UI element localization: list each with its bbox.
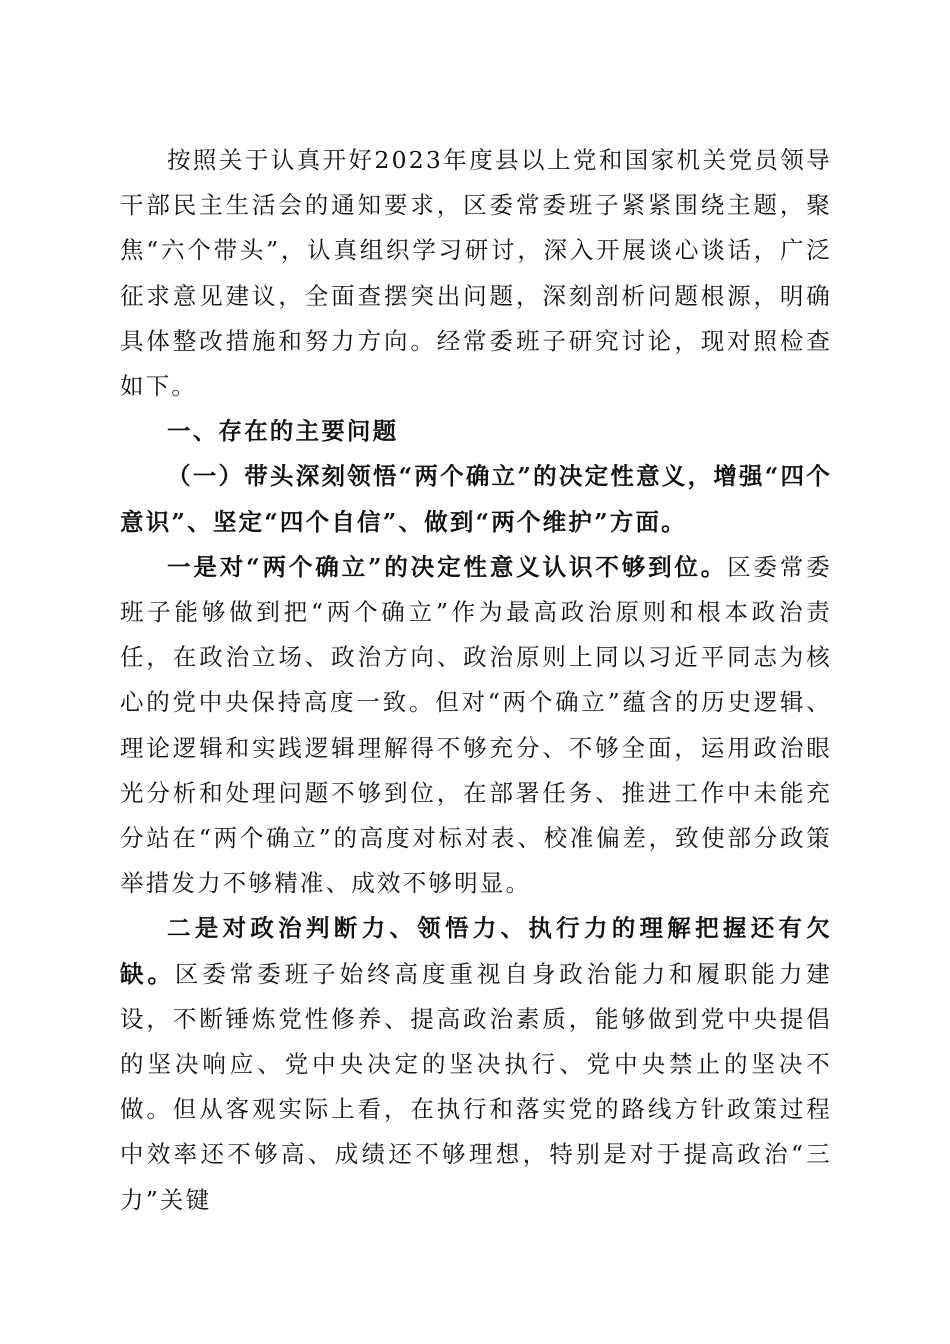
point-1-paragraph <box>120 545 832 907</box>
point-2-paragraph <box>120 906 832 1222</box>
point-1-text: 区委常委班子能够做到把“两个确立”作为最高政治原则和根本政治责任，在政治立场、政治方向、政治原则上同以习近平同志为核心的党中央保持高度一致。但对“两个确立”蕴含的历史逻辑、理论逻辑和实践逻辑理解得不够充分、不够全面，运用政治眼光分析和处理问题不够到位，在部署任务、推进工作中未能充分站在“两个确立”的高度对标对表、校准偏差，致使部分政策举措发力不够精准、成效不够明显。 <box>120 552 832 898</box>
section-heading: 一、存在的主要问题 <box>167 417 399 446</box>
document-body <box>120 138 832 1223</box>
subsection-heading: （一）带头深刻领悟“两个确立”的决定性意义，增强“四个意识”、坚定“四个自信”、做到“两个维护”方面。 <box>120 462 832 536</box>
intro-paragraph: 按照关于认真开好2023年度县以上党和国家机关党员领导干部民主生活会的通知要求，区委常委班子紧紧围绕主题，聚焦“六个带头”，认真组织学习研讨，深入开展谈心谈话，广泛征求意见建议，全面查摆突出问题，深刻剖析问题根源，明确具体整改措施和努力方向。经常委班子研究讨论，现对照检查如下。 <box>120 146 832 401</box>
point-2-text: 区委常委班子始终高度重视自身政治能力和履职能力建设，不断锤炼党性修养、提高政治素质，能够做到党中央提倡的坚决响应、党中央决定的坚决执行、党中央禁止的坚决不做。但从客观实际上看，在执行和落实党的路线方针政策过程中效率还不够高、成绩还不够理想，特别是对于提高政治“三力”关键 <box>120 959 832 1214</box>
point-2-lead: 二是对政治判断力、领悟力、执行力的理解把握还有欠缺。 <box>120 914 832 988</box>
point-1-lead: 一是对“两个确立”的决定性意义认识不够到位。 <box>167 552 728 581</box>
